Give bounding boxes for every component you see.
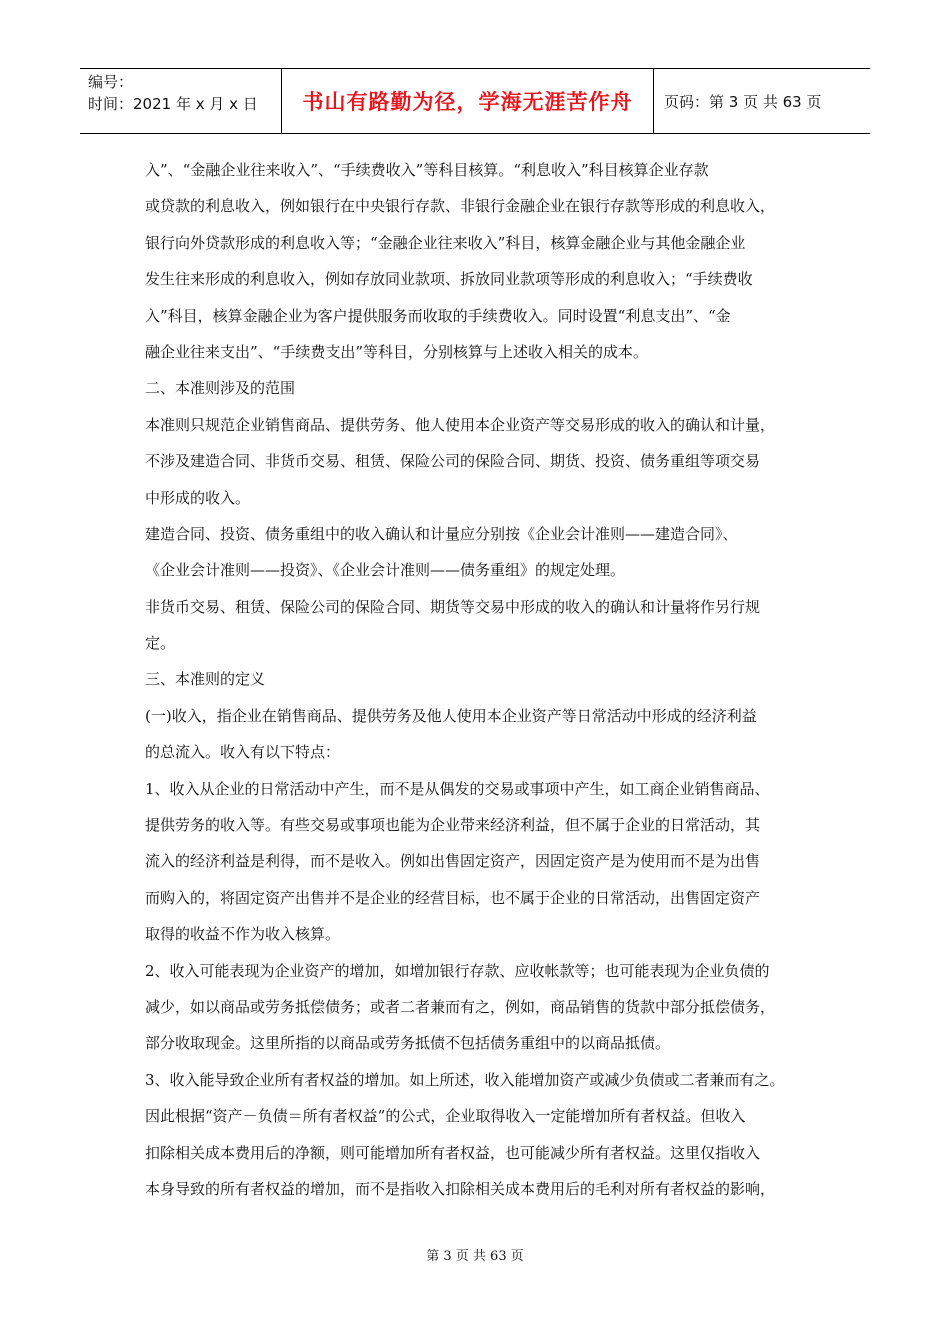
body-text-line: 本准则只规范企业销售商品、提供劳务、他人使用本企业资产等交易形成的收入的确认和计量， (145, 415, 776, 434)
body-text-line: 银行向外贷款形成的利息收入等；“金融企业往来收入”科目，核算金融企业与其他金融企业 (145, 233, 746, 252)
body-text-line: 3、收入能导致企业所有者权益的增加。如上所述，收入能增加资产或减少负债或二者兼而有之。 (145, 1070, 785, 1089)
header-page-info: 页码：第 3 页 共 63 页 (664, 92, 822, 111)
page-footer: 第 3 页 共 63 页 (426, 1249, 524, 1264)
body-text-line: 流入的经济利益是利得，而不是收入。例如出售固定资产，因固定资产是为使用而不是为出售 (145, 852, 761, 871)
body-text-line: 扣除相关成本费用后的净额，则可能增加所有者权益，也可能减少所有者权益。这里仅指收入 (145, 1143, 761, 1162)
body-text-line: 不涉及建造合同、非货币交易、租赁、保险公司的保险合同、期货、投资、债务重组等项交易 (145, 452, 761, 471)
body-text-line: 部分收取现金。这里所指的以商品或劳务抵债不包括债务重组中的以商品抵债。 (145, 1034, 671, 1053)
body-text-line: 或贷款的利息收入，例如银行在中央银行存款、非银行金融企业在银行存款等形成的利息收入， (145, 197, 776, 216)
body-text-line: 1、收入从企业的日常活动中产生，而不是从偶发的交易或事项中产生，如工商企业销售商品、 (145, 779, 770, 798)
body-text-line: 2、收入可能表现为企业资产的增加，如增加银行存款、应收帐款等；也可能表现为企业负债的 (145, 961, 770, 980)
body-text-line: 中形成的收入。 (145, 488, 251, 507)
header-meta (80, 69, 282, 133)
document-number-label: 编号： (88, 73, 134, 91)
body-text-line: 融企业往来支出”、“手续费支出”等科目，分别核算与上述收入相关的成本。 (145, 342, 649, 361)
body-text-line: 发生往来形成的利息收入，例如存放同业款项、拆放同业款项等形成的利息收入；“手续费收 (145, 270, 753, 289)
body-text-line: 非货币交易、租赁、保险公司的保险合同、期货等交易中形成的收入的确认和计量将作另行规 (145, 597, 761, 616)
body-text-line: 《企业会计准则——投资》、《企业会计准则——债务重组》的规定处理。 (145, 561, 626, 580)
body-text-line: 的总流入。收入有以下特点： (145, 743, 341, 762)
body-text-line: 取得的收益不作为收入核算。 (145, 925, 341, 944)
body-text-line: 提供劳务的收入等。有些交易或事项也能为企业带来经济利益，但不属于企业的日常活动，其 (145, 816, 761, 835)
header-motto: 书山有路勤为径，学海无涯苦作舟 (282, 69, 654, 133)
body-text-line: 定。 (145, 634, 176, 653)
body-text-line: 二、本准则涉及的范围 (145, 379, 296, 398)
body-text-line: 本身导致的所有者权益的增加，而不是指收入扣除相关成本费用后的毛利对所有者权益的影响， (145, 1179, 776, 1198)
body-text-line: 而购入的，将固定资产出售并不是企业的经营目标，也不属于企业的日常活动，出售固定资产 (145, 888, 761, 907)
page-header (80, 68, 870, 134)
body-text-line: 入”科目，核算金融企业为客户提供服务而收取的手续费收入。同时设置“利息支出”、“金 (145, 306, 731, 325)
body-text-line: 入”、“金融企业往来收入”、“手续费收入”等科目核算。“利息收入”科目核算企业存款 (145, 161, 709, 179)
body-text-line: 减少，如以商品或劳务抵偿债务；或者二者兼而有之，例如，商品销售的货款中部分抵偿债务， (145, 997, 776, 1016)
body-text-line: 三、本准则的定义 (145, 670, 266, 689)
body-text-line: 因此根据“资产－负债＝所有者权益”的公式，企业取得收入一定能增加所有者权益。但收入 (145, 1107, 746, 1126)
document-body (145, 152, 825, 1207)
body-text-line: (一)收入，指企业在销售商品、提供劳务及他人使用本企业资产等日常活动中形成的经济利益 (145, 706, 757, 725)
body-text-line: 建造合同、投资、债务重组中的收入确认和计量应分别按《企业会计准则——建造合同》、 (145, 524, 738, 543)
document-date: 时间：2021 年 x 月 x 日 (88, 95, 258, 113)
